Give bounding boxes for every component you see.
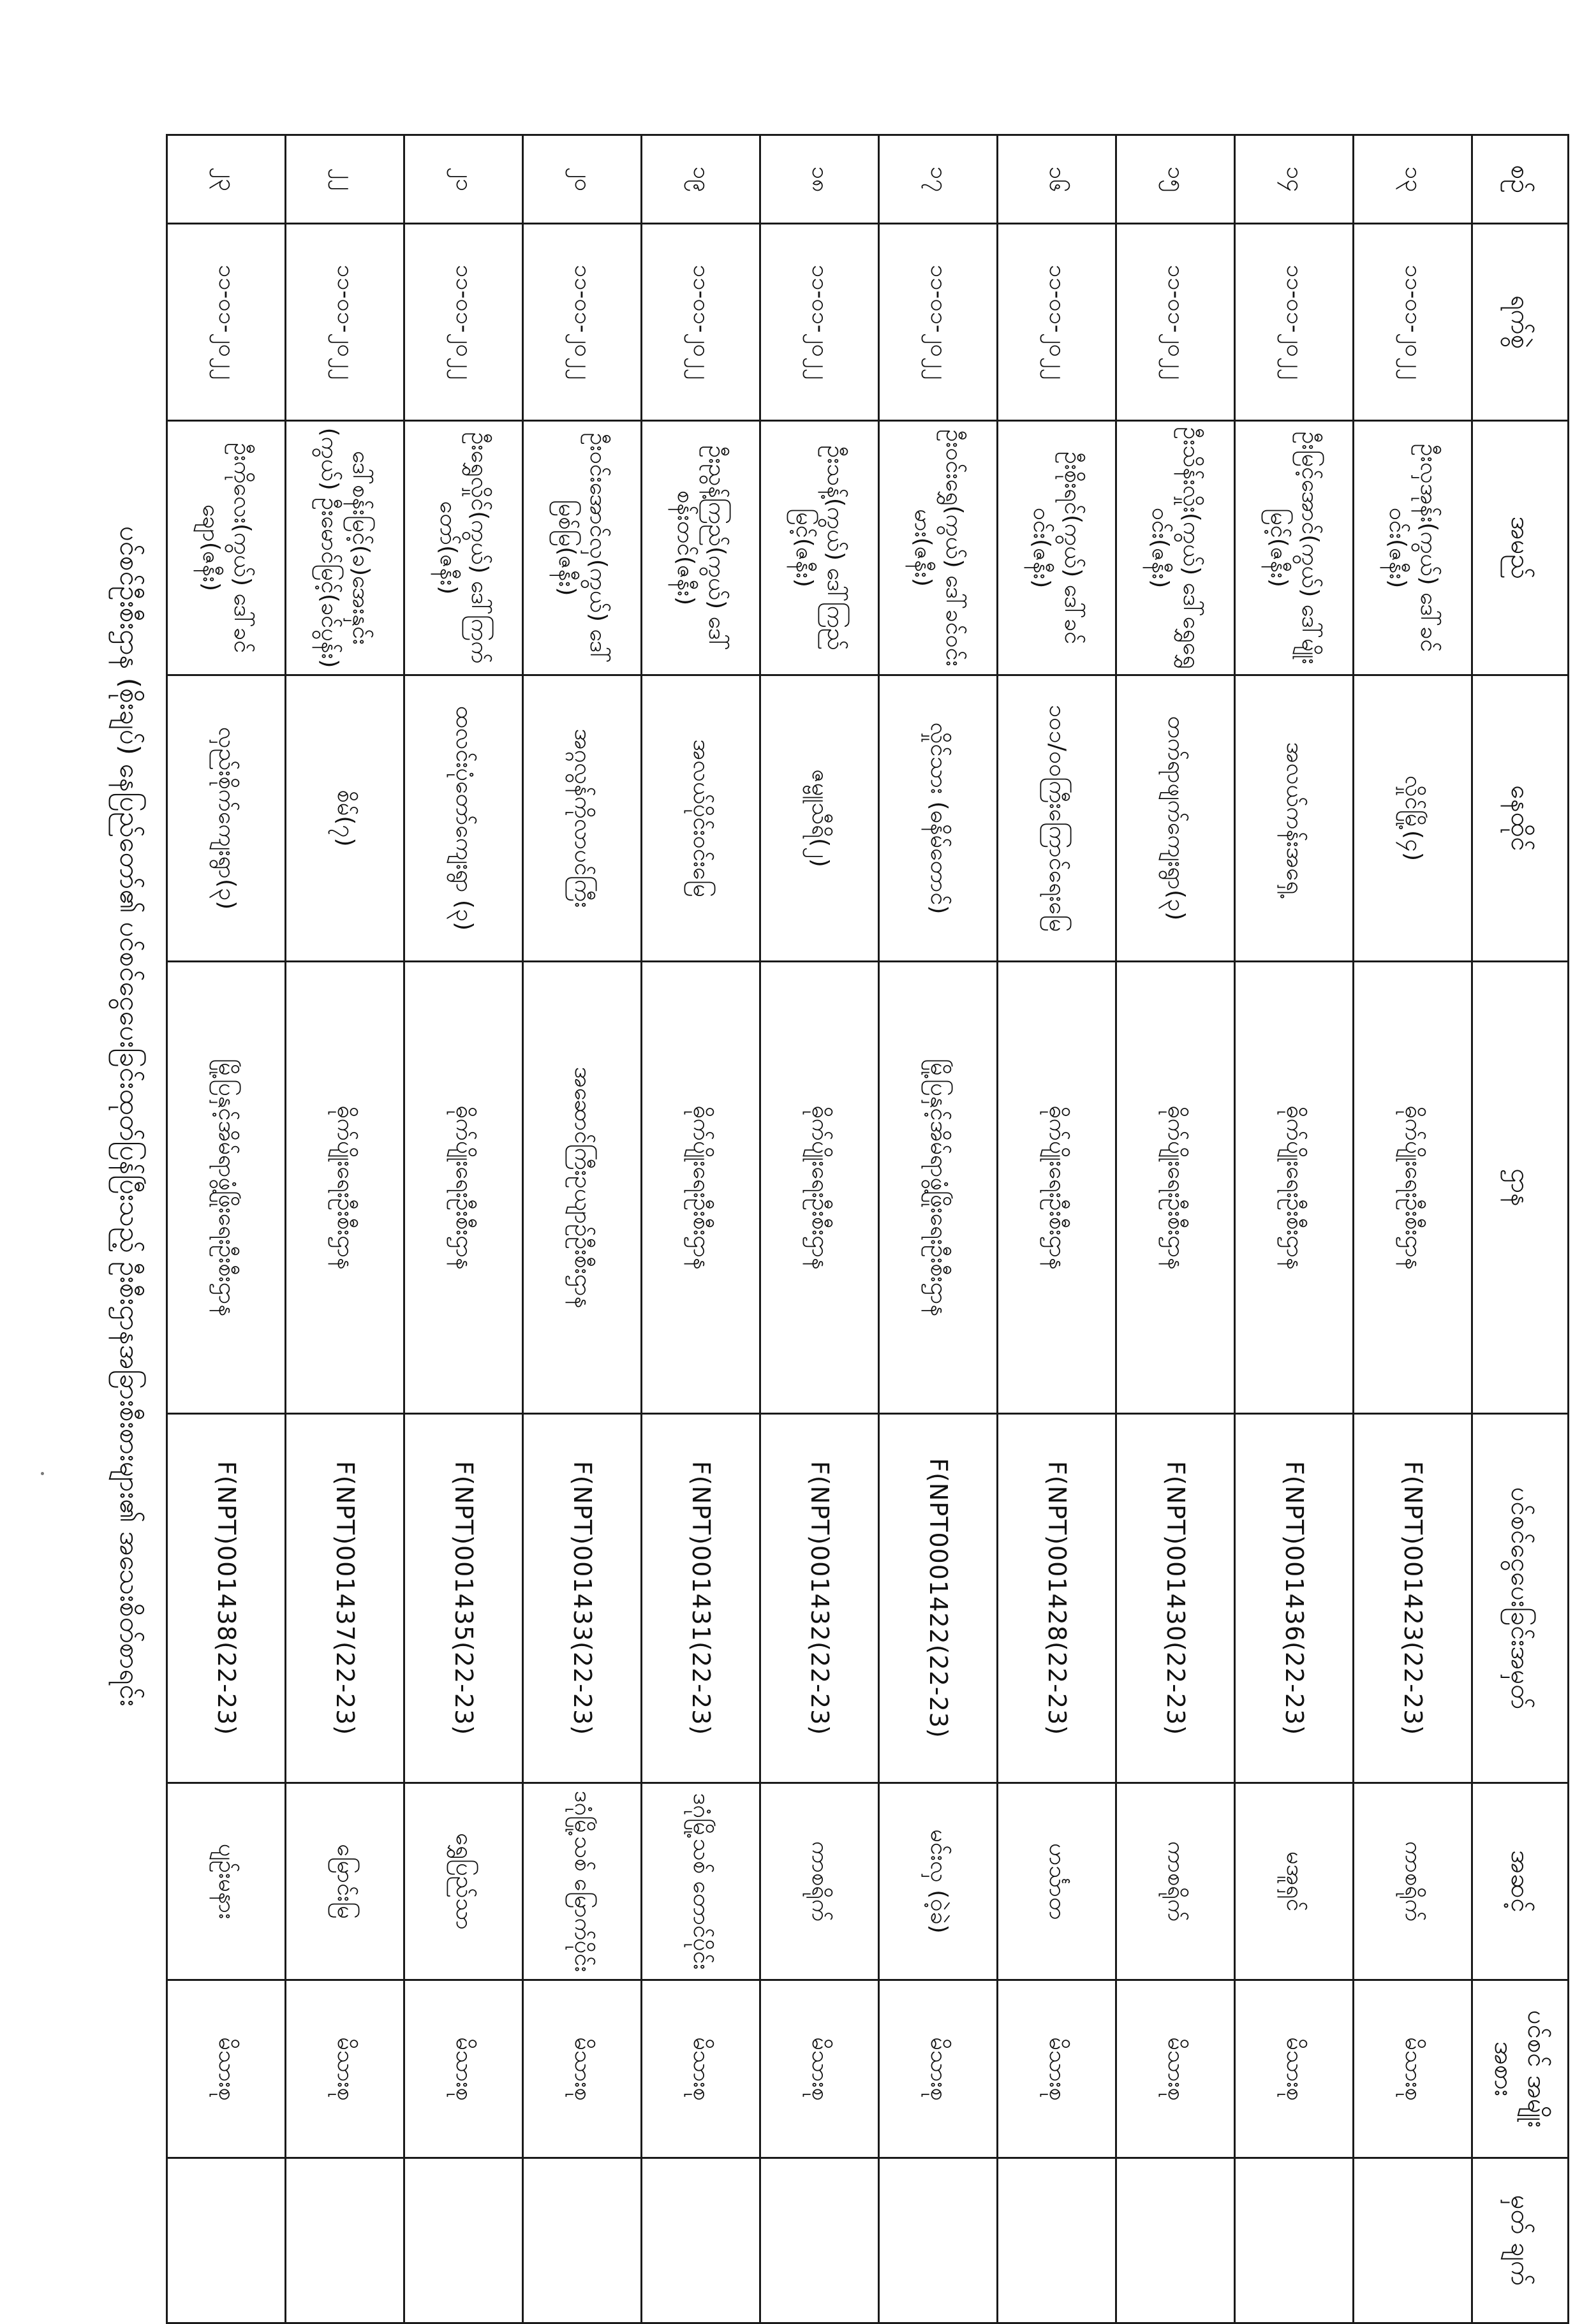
cell-permit: F(NPT)001436(22-23): [1235, 1414, 1354, 1783]
cell-permit: F(NPT)001433(22-23): [523, 1414, 642, 1783]
cell-no: ၁၄: [1235, 135, 1354, 224]
table-row: [1235, 135, 1354, 2323]
cell-note: [642, 2158, 760, 2323]
cell-name: ဒေါ်စန်းမြင့်(ခ)အေးနှင်း (ကွယ်) ဦးမောင်မြင့်(ခင်ပွန်း): [286, 421, 404, 675]
cell-permit: F(NPT)001423(22-23): [1354, 1414, 1472, 1783]
header-note: မှတ် ချက်: [1472, 2158, 1569, 2323]
cell-crop: ကာစရိုက်: [1354, 1783, 1472, 1980]
header-permit: ပင်စင်ငွေပေးခြင်းအမှတ်: [1472, 1414, 1569, 1783]
cell-type: မိသားစု: [1235, 1980, 1354, 2158]
cell-type: မိသားစု: [1116, 1980, 1235, 2158]
cell-permit: F(NPT)001430(22-23): [1116, 1414, 1235, 1783]
cell-address: အဂ္ဂလွန်ကိုလာပင်ကြီး: [523, 675, 642, 962]
cell-type: မိသားစု: [642, 1980, 760, 2158]
cell-name: ဦးဝင်းရွှေ(ကွယ်) ဒေါ်ခင်ဝင်းမား(ဇနီး): [879, 421, 998, 675]
cell-type: မိသားစု: [404, 1980, 523, 2158]
header-name: အမည်: [1472, 421, 1569, 675]
header-crop: အဆင့်: [1472, 1783, 1569, 1980]
cell-address: ၁၀၁/၀၀ကြီးကြောင်ရေးမြေ: [998, 675, 1116, 962]
table-body: [167, 135, 1472, 2323]
cell-date: ၁၁-၀၁-၂၀၂၂: [879, 224, 998, 421]
cell-no: ၁၉: [642, 135, 760, 224]
cell-address: လှည်းစိုက်ကျေးရွာ(၃): [167, 675, 286, 962]
cell-note: [286, 2158, 404, 2323]
cell-department: ဓိုက်ပျိုးရေးဦးစီးဌာန: [760, 962, 879, 1414]
cell-note: [1116, 2158, 1235, 2323]
cell-type: မိသားစု: [286, 1980, 404, 2158]
cell-no: ၁၈: [760, 135, 879, 224]
pension-table: [166, 134, 1569, 2324]
cell-crop: မအူရှင်: [1235, 1783, 1354, 1980]
cell-no: ၁၆: [998, 135, 1116, 224]
cell-type: မိသားစု: [879, 1980, 998, 2158]
cell-department: ဓိုက်ပျိုးရေးဦးစီးဌာန: [642, 962, 760, 1414]
cell-crop: ရွှေပြည်သာ: [404, 1783, 523, 1980]
table-row: [404, 135, 523, 2323]
cell-no: ၁၅: [1116, 135, 1235, 224]
cell-name: ဦးမြင့်အောင်(ကွယ်) ဒေါ်မျိုးမြင့်(ဇနီး): [1235, 421, 1354, 675]
cell-crop: ကာစရိုက်: [1116, 1783, 1235, 1980]
table-row: [167, 135, 286, 2323]
cell-note: [760, 2158, 879, 2323]
cell-no: ၁၇: [879, 135, 998, 224]
cell-permit: F(NPT)001435(22-23): [404, 1414, 523, 1783]
header-address: နေထိုင်: [1472, 675, 1569, 962]
cell-crop: မင်းလှ (ဝဲ့ခဲ): [879, 1783, 998, 1980]
cell-date: ၁၁-၀၁-၂၀၂၂: [286, 224, 404, 421]
cell-type: မိသားစု: [1354, 1980, 1472, 2158]
cell-no: ၂၀: [523, 135, 642, 224]
table-row: [1354, 135, 1472, 2323]
cell-crop: မြောင်းမြ: [286, 1783, 404, 1980]
cell-department: ဓိုက်ပျိုးရေးဦးစီးဌာန: [286, 962, 404, 1414]
cell-note: [167, 2158, 286, 2323]
header-type: ပင်စင် အမျိုးအစား: [1472, 1980, 1569, 2158]
cell-department: ဓိုက်ပျိုးရေးဦးစီးဌာန: [1235, 962, 1354, 1414]
cell-name: ဦးရွှေလှိုင်(ကွယ်) ဒေါ်ကြက်တော်(ဇနီး): [404, 421, 523, 675]
cell-name: ဦးလှအုန်း(ကွယ်) ဒေါ်ခင်ဝင်း(ဇနီး): [1354, 421, 1472, 675]
document-title: ပင်စင်ဦးစီးဌာန (စိုးချပ်) နေပြည်တော်၏ ပင်စင်ငွေပေးခြင်းထုတ်ပြန်ပြီးသည့် ဦးစီးဌာနအခြားစီးစားများ၏ အသေးစိတ်စာရင်း: [114, 526, 145, 1707]
cell-no: ၂၃: [167, 135, 286, 224]
table-row: [1116, 135, 1235, 2323]
cell-permit: F(NPT0001422(22-23): [879, 1414, 998, 1783]
table-row: [760, 135, 879, 2323]
header-no: စဉ်: [1472, 135, 1569, 224]
cell-department: ဓိုက်ပျိုးရေးဦးစီးဌာန: [1116, 962, 1235, 1414]
cell-name: ဦးဝင်းအောင်လှ(ကွယ်) ဒေါ်မြစ်မြ(ဇနီး): [523, 421, 642, 675]
cell-address: အလယ်ကန်းအရှေ့: [1235, 675, 1354, 962]
cell-type: မိသားစု: [523, 1980, 642, 2158]
cell-department: ဓိုက်ပျိုးရေးဦးစီးဌာန: [404, 962, 523, 1414]
cell-name: ဦးသိန်းလှိုး(ကွယ်) ဒေါ်ရွှေရွှေဝင်း(ဇနီး): [1116, 421, 1235, 675]
cell-note: [1354, 2158, 1472, 2323]
cell-crop: ဟင်္သာတ: [998, 1783, 1116, 1980]
cell-date: ၁၁-၀၁-၂၀၂၂: [1235, 224, 1354, 421]
cell-date: ၁၁-၀၁-၂၀၂၂: [1354, 224, 1472, 421]
cell-name: ဦးစိုးရင်(ကွယ်) ဒေါ်ခင်ဝင်း(ဇနီး): [998, 421, 1116, 675]
cell-address: စိမ်(၇): [286, 675, 404, 962]
header-row: [1472, 135, 1569, 2323]
cell-note: [523, 2158, 642, 2323]
cell-address: လှိုင်မြို့(၄): [1354, 675, 1472, 962]
cell-permit: F(NPT)001437(22-23): [286, 1414, 404, 1783]
cell-address: အလယ်ပိုင်းဝင်းမြေ: [642, 675, 760, 962]
cell-department: ဓိုက်ပျိုးရေးဦးစီးဌာန: [998, 962, 1116, 1414]
cell-no: ၂၁: [404, 135, 523, 224]
cell-crop: ကာစရိုက်: [760, 1783, 879, 1980]
cell-crop: ဒဂုံမြို့သစ် တောင်ပိုင်း: [642, 1783, 760, 1980]
cell-date: ၁၁-၀၁-၂၀၂၂: [998, 224, 1116, 421]
cell-date: ၁၁-၀၁-၂၀၂၂: [523, 224, 642, 421]
cell-name: ဦးညွန့်ကြည်(ကွယ်) ဒေါ်စန်းတင်(ဇနီး): [642, 421, 760, 675]
cell-address: ထလင်းပုံတော်ကျေးရွာ (၃): [404, 675, 523, 962]
table-row: [642, 135, 760, 2323]
cell-no: ၁၃: [1354, 135, 1472, 224]
cell-crop: ဒဂုံမြို့သစ် မြောက်ပိုင်း: [523, 1783, 642, 1980]
cell-type: မိသားစု: [167, 1980, 286, 2158]
cell-date: ၁၁-၀၁-၂၀၂၂: [760, 224, 879, 421]
header-department: ဌာန: [1472, 962, 1569, 1414]
cell-address: တက်ရာဖျက်ကျေးရွာ(၃): [1116, 675, 1235, 962]
cell-address: လှိုင်သား (ဓနိမ်တောင်): [879, 675, 998, 962]
table-row: [523, 135, 642, 2323]
cell-type: မိသားစု: [760, 1980, 879, 2158]
cell-address: ဇမ္ဗူသီရိ(၂): [760, 675, 879, 962]
table-row: [286, 135, 404, 2323]
cell-date: ၁၁-၀၁-၂၀၂၂: [1116, 224, 1235, 421]
table-row: [998, 135, 1116, 2323]
cell-note: [879, 2158, 998, 2323]
cell-permit: F(NPT)001432(22-23): [760, 1414, 879, 1783]
cell-permit: F(NPT)001428(22-23): [998, 1414, 1116, 1783]
cell-permit: F(NPT)001431(22-23): [642, 1414, 760, 1783]
cell-crop: ပျဉ်းမနား: [167, 1783, 286, 1980]
cell-date: ၁၁-၀၁-၂၀၂၂: [404, 224, 523, 421]
header-date: ရက်စွဲ: [1472, 224, 1569, 421]
cell-date: ၁၁-၀၁-၂၀၂၂: [642, 224, 760, 421]
cell-name: ဦးကိုလေး(ကွယ်) ဒေါ်ခင်ချော(ဇနီး): [167, 421, 286, 675]
cell-department: အဆောင်ကြီးဥယျာဉ်ဦးစီးဌာန: [523, 962, 642, 1414]
cell-department: မြို့ပြနှင့်အိမ်ရာဖွံ့ဖြိုးရေးဦးစီးဌာန: [167, 962, 286, 1414]
cell-type: မိသားစု: [998, 1980, 1116, 2158]
cell-department: ဓိုက်ပျိုးရေးဦးစီးဌာန: [1354, 962, 1472, 1414]
cell-note: [1235, 2158, 1354, 2323]
cell-note: [404, 2158, 523, 2323]
cell-note: [998, 2158, 1116, 2323]
cell-name: ဦးသန့်(ကွယ်) ဒေါ်ကြည်မြင့်(ဇနီး): [760, 421, 879, 675]
cell-no: ၂၂: [286, 135, 404, 224]
cell-permit: F(NPT)001438(22-23): [167, 1414, 286, 1783]
table-row: [879, 135, 998, 2323]
cell-date: ၁၁-၀၁-၂၀၂၂: [167, 224, 286, 421]
cell-department: မြို့ပြနှင့်အိမ်ရာဖွံ့ဖြိုးရေးဦးစီးဌာန: [879, 962, 998, 1414]
